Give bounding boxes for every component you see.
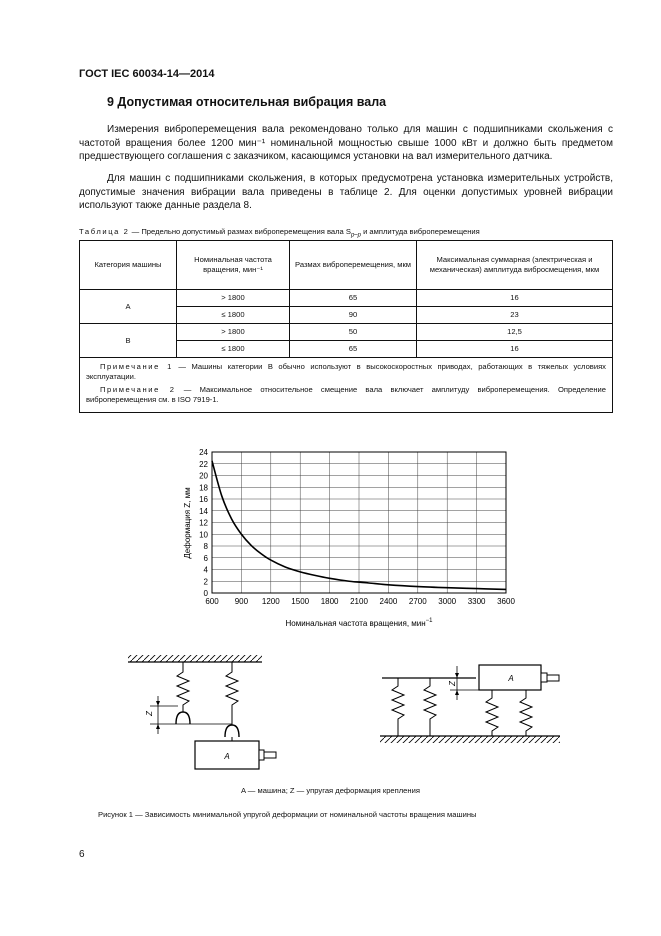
dim-arrow xyxy=(156,701,160,706)
machine-label: A xyxy=(508,674,514,683)
spring xyxy=(520,690,532,736)
cell-amplitude: 23 xyxy=(417,307,613,324)
header-range: Размах виброперемещения, мкм xyxy=(290,241,417,290)
y-tick-label: 16 xyxy=(199,495,208,504)
cell-frequency: ≤ 1800 xyxy=(177,307,290,324)
z-label: Z xyxy=(448,681,457,686)
document-header: ГОСТ IEC 60034-14—2014 xyxy=(79,68,215,80)
floor-mount xyxy=(380,665,560,743)
table-caption-tail: и амплитуда виброперемещения xyxy=(360,227,480,236)
x-tick-label: 1800 xyxy=(320,597,339,606)
y-tick-label: 8 xyxy=(203,542,208,551)
note-text: — Машины категории В обычно используют в высокоскоростных приводах, работающих в тяжелых условиях эксплуатации. xyxy=(86,362,606,381)
figure-legend: A — машина; Z — упругая деформация крепления xyxy=(241,786,420,795)
x-tick-label: 1500 xyxy=(291,597,310,606)
table-caption-sub: p–p xyxy=(350,232,361,239)
cell-frequency: ≤ 1800 xyxy=(177,341,290,358)
floor-hatch xyxy=(380,736,560,743)
y-tick-label: 4 xyxy=(203,565,208,575)
suspended-mount xyxy=(128,655,276,769)
section-title: 9 Допустимая относительная вибрация вала xyxy=(107,95,387,109)
x-axis-label: Номинальная частота вращения, мин$^{-1}$ xyxy=(285,618,433,628)
shaft xyxy=(541,673,547,682)
x-tick-label: 2400 xyxy=(379,597,398,606)
cell-amplitude: 12,5 xyxy=(417,324,613,341)
dim-arrow xyxy=(455,690,459,695)
y-tick-label: 18 xyxy=(199,483,208,493)
machine-label: A xyxy=(224,752,230,761)
x-tick-label: 900 xyxy=(234,597,249,606)
dim-arrow xyxy=(156,724,160,729)
y-tick-label: 20 xyxy=(199,471,208,481)
spring-left xyxy=(177,662,189,712)
spring xyxy=(424,678,436,736)
header-frequency: Номинальная частота вращения, мин⁻¹ xyxy=(177,241,290,290)
x-tick-label: 600 xyxy=(205,597,219,606)
y-tick-label: 12 xyxy=(199,518,208,528)
x-tick-label: 3300 xyxy=(467,597,486,606)
cell-category: А xyxy=(80,290,177,324)
paragraph-1: Измерения виброперемещения вала рекомендовано только для машин с подшипниками скольжения с частотой вращения более 1200 мин⁻¹ номинальной мощностью свыше 1000 кВт и должно быть предметом предшествующего соглашения с заказчиком, касающимся установки на вал измерительного датчика. xyxy=(79,124,613,162)
z-label: Z xyxy=(145,711,154,716)
spring xyxy=(486,690,498,736)
note-label: Примечание 1 xyxy=(100,362,173,371)
page-number: 6 xyxy=(79,849,85,860)
table-caption-text: — Предельно допустимый размах виброперемещения вала S xyxy=(129,227,351,236)
cell-amplitude: 16 xyxy=(417,341,613,358)
note-text: — Максимальное относительное смещение вала включает амплитуду виброперемещения. Определение виброперемещения см. в ISO 7919-1. xyxy=(86,385,606,404)
cell-range: 90 xyxy=(290,307,417,324)
cell-range: 65 xyxy=(290,290,417,307)
cell-amplitude: 16 xyxy=(417,290,613,307)
x-tick-label: 3600 xyxy=(497,597,515,606)
header-category: Категория машины xyxy=(80,241,177,290)
y-tick-label: 0 xyxy=(203,589,208,598)
y-axis-label: Деформация Z, мм xyxy=(183,487,192,559)
cell-frequency: > 1800 xyxy=(177,290,290,307)
x-tick-label: 3000 xyxy=(438,597,457,606)
x-tick-label: 2100 xyxy=(350,597,368,606)
spring-right xyxy=(226,662,238,725)
shaft xyxy=(259,750,264,760)
y-tick-label: 10 xyxy=(199,530,208,540)
cell-range: 50 xyxy=(290,324,417,341)
hook-left xyxy=(176,712,190,724)
shaft-end xyxy=(264,752,276,758)
paragraph-2: Для машин с подшипниками скольжения, в которых предусмотрена установка измерительных устройств, допустимые значения вибрации вала приведены в таблице 2. Для оценки допустимых уровней вибрации используют также данные раздела 8. xyxy=(79,173,613,211)
y-tick-label: 14 xyxy=(199,506,208,516)
cell-category: В xyxy=(80,324,177,358)
note-label: Примечание 2 xyxy=(100,385,176,394)
hook-right xyxy=(225,725,239,737)
header-amplitude: Максимальная суммарная (электрическая и механическая) амплитуда вибросмещения, мкм xyxy=(417,241,613,290)
dim-arrow xyxy=(455,673,459,678)
y-tick-label: 22 xyxy=(199,459,208,469)
spring xyxy=(392,678,404,736)
y-tick-label: 2 xyxy=(203,577,208,587)
y-tick-label: 24 xyxy=(199,448,208,457)
shaft-end xyxy=(547,675,559,681)
x-tick-label: 2700 xyxy=(408,597,427,606)
cell-range: 65 xyxy=(290,341,417,358)
table-caption-label: Таблица 2 xyxy=(79,227,130,236)
y-tick-label: 6 xyxy=(203,553,208,563)
figure-caption: Рисунок 1 — Зависимость минимальной упругой деформации от номинальной частоты вращения машины xyxy=(98,810,477,819)
ceiling-hatch xyxy=(128,655,262,662)
x-tick-label: 1200 xyxy=(261,597,280,606)
cell-frequency: > 1800 xyxy=(177,324,290,341)
